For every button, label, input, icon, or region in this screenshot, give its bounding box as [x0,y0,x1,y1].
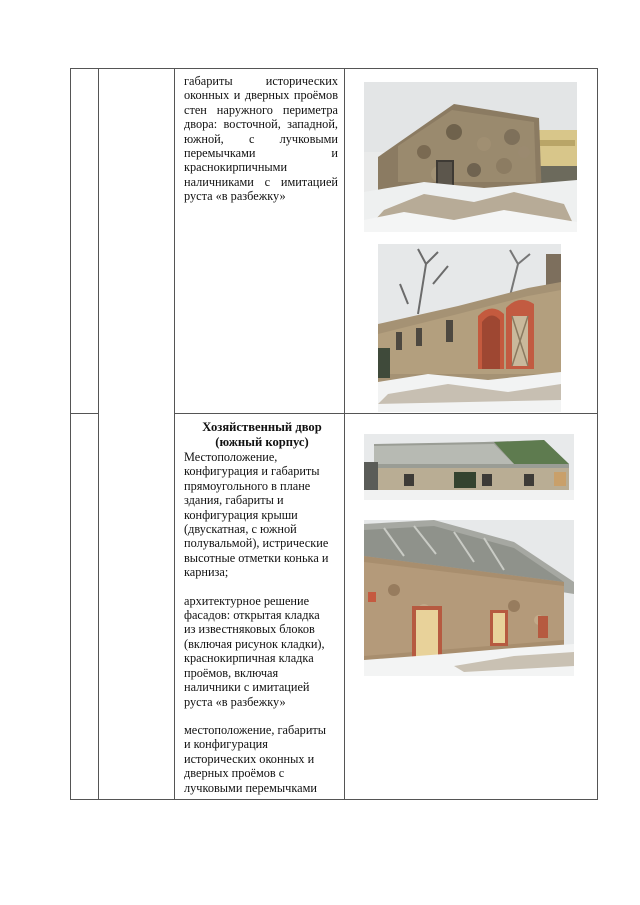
photo-south-building-facade [364,520,574,676]
text-line: руста «в разбежку» [184,694,286,709]
paragraph-2 [184,594,340,709]
table-border-left [70,68,71,800]
heritage-table [70,68,598,800]
paragraph-3 [184,723,340,795]
text-line: (включая рисунок кладки), [184,636,325,651]
photo-stone-gable-ruin [364,82,577,232]
column-divider-2 [174,68,175,800]
text-line: дверных проёмов с [184,766,285,781]
text-line: прямоугольного в плане [184,478,311,493]
text-line: и конфигурация [184,737,268,752]
row-divider [70,413,98,414]
text-line: Местоположение, [184,450,278,464]
text-line: проёмов, включая [184,665,279,680]
row-divider-right [174,413,598,414]
text-line: архитектурное решение [184,593,310,608]
table-border-right [597,68,598,800]
column-divider-3 [344,68,345,800]
text-line: конфигурация крыши [184,507,298,522]
row1-description: габариты исторических оконных и дверных проёмов стен наружного периметра двора: восточной, западной, южной, с лучковыми перемычками и краснокирпичными наличниками с имитацией руста «в разбежку» [184,74,338,204]
text-line: полувальмой), истрические [184,536,329,551]
text-line: из известняковых блоков [184,622,315,637]
text-line: лучковыми перемычками [184,780,317,795]
text-line: краснокирпичная кладка [184,651,314,666]
photo-south-building-roof [364,434,574,500]
text-line: исторических оконных и [184,751,315,766]
text-line: (двускатная, с южной [184,522,297,537]
text-line: наличники с имитацией [184,680,310,695]
table-border-top [70,68,598,69]
section-heading [184,420,340,450]
heading-line-1: Хозяйственный двор [202,420,322,434]
table-border-bottom [70,799,598,800]
column-divider-1 [98,68,99,800]
text-line: местоположение, габариты [184,722,327,737]
text-line: конфигурация и габариты [184,464,320,479]
text-line: фасадов: открытая кладка [184,608,320,623]
photo-wall-red-brick-doorways [378,244,561,412]
text-line: здания, габариты и [184,493,284,508]
heading-line-2: (южный корпус) [215,435,309,449]
text-line: карниза; [184,565,229,580]
row2-description [184,420,340,795]
text-line: высотные отметки конька и [184,550,329,565]
paragraph-1 [184,450,340,580]
